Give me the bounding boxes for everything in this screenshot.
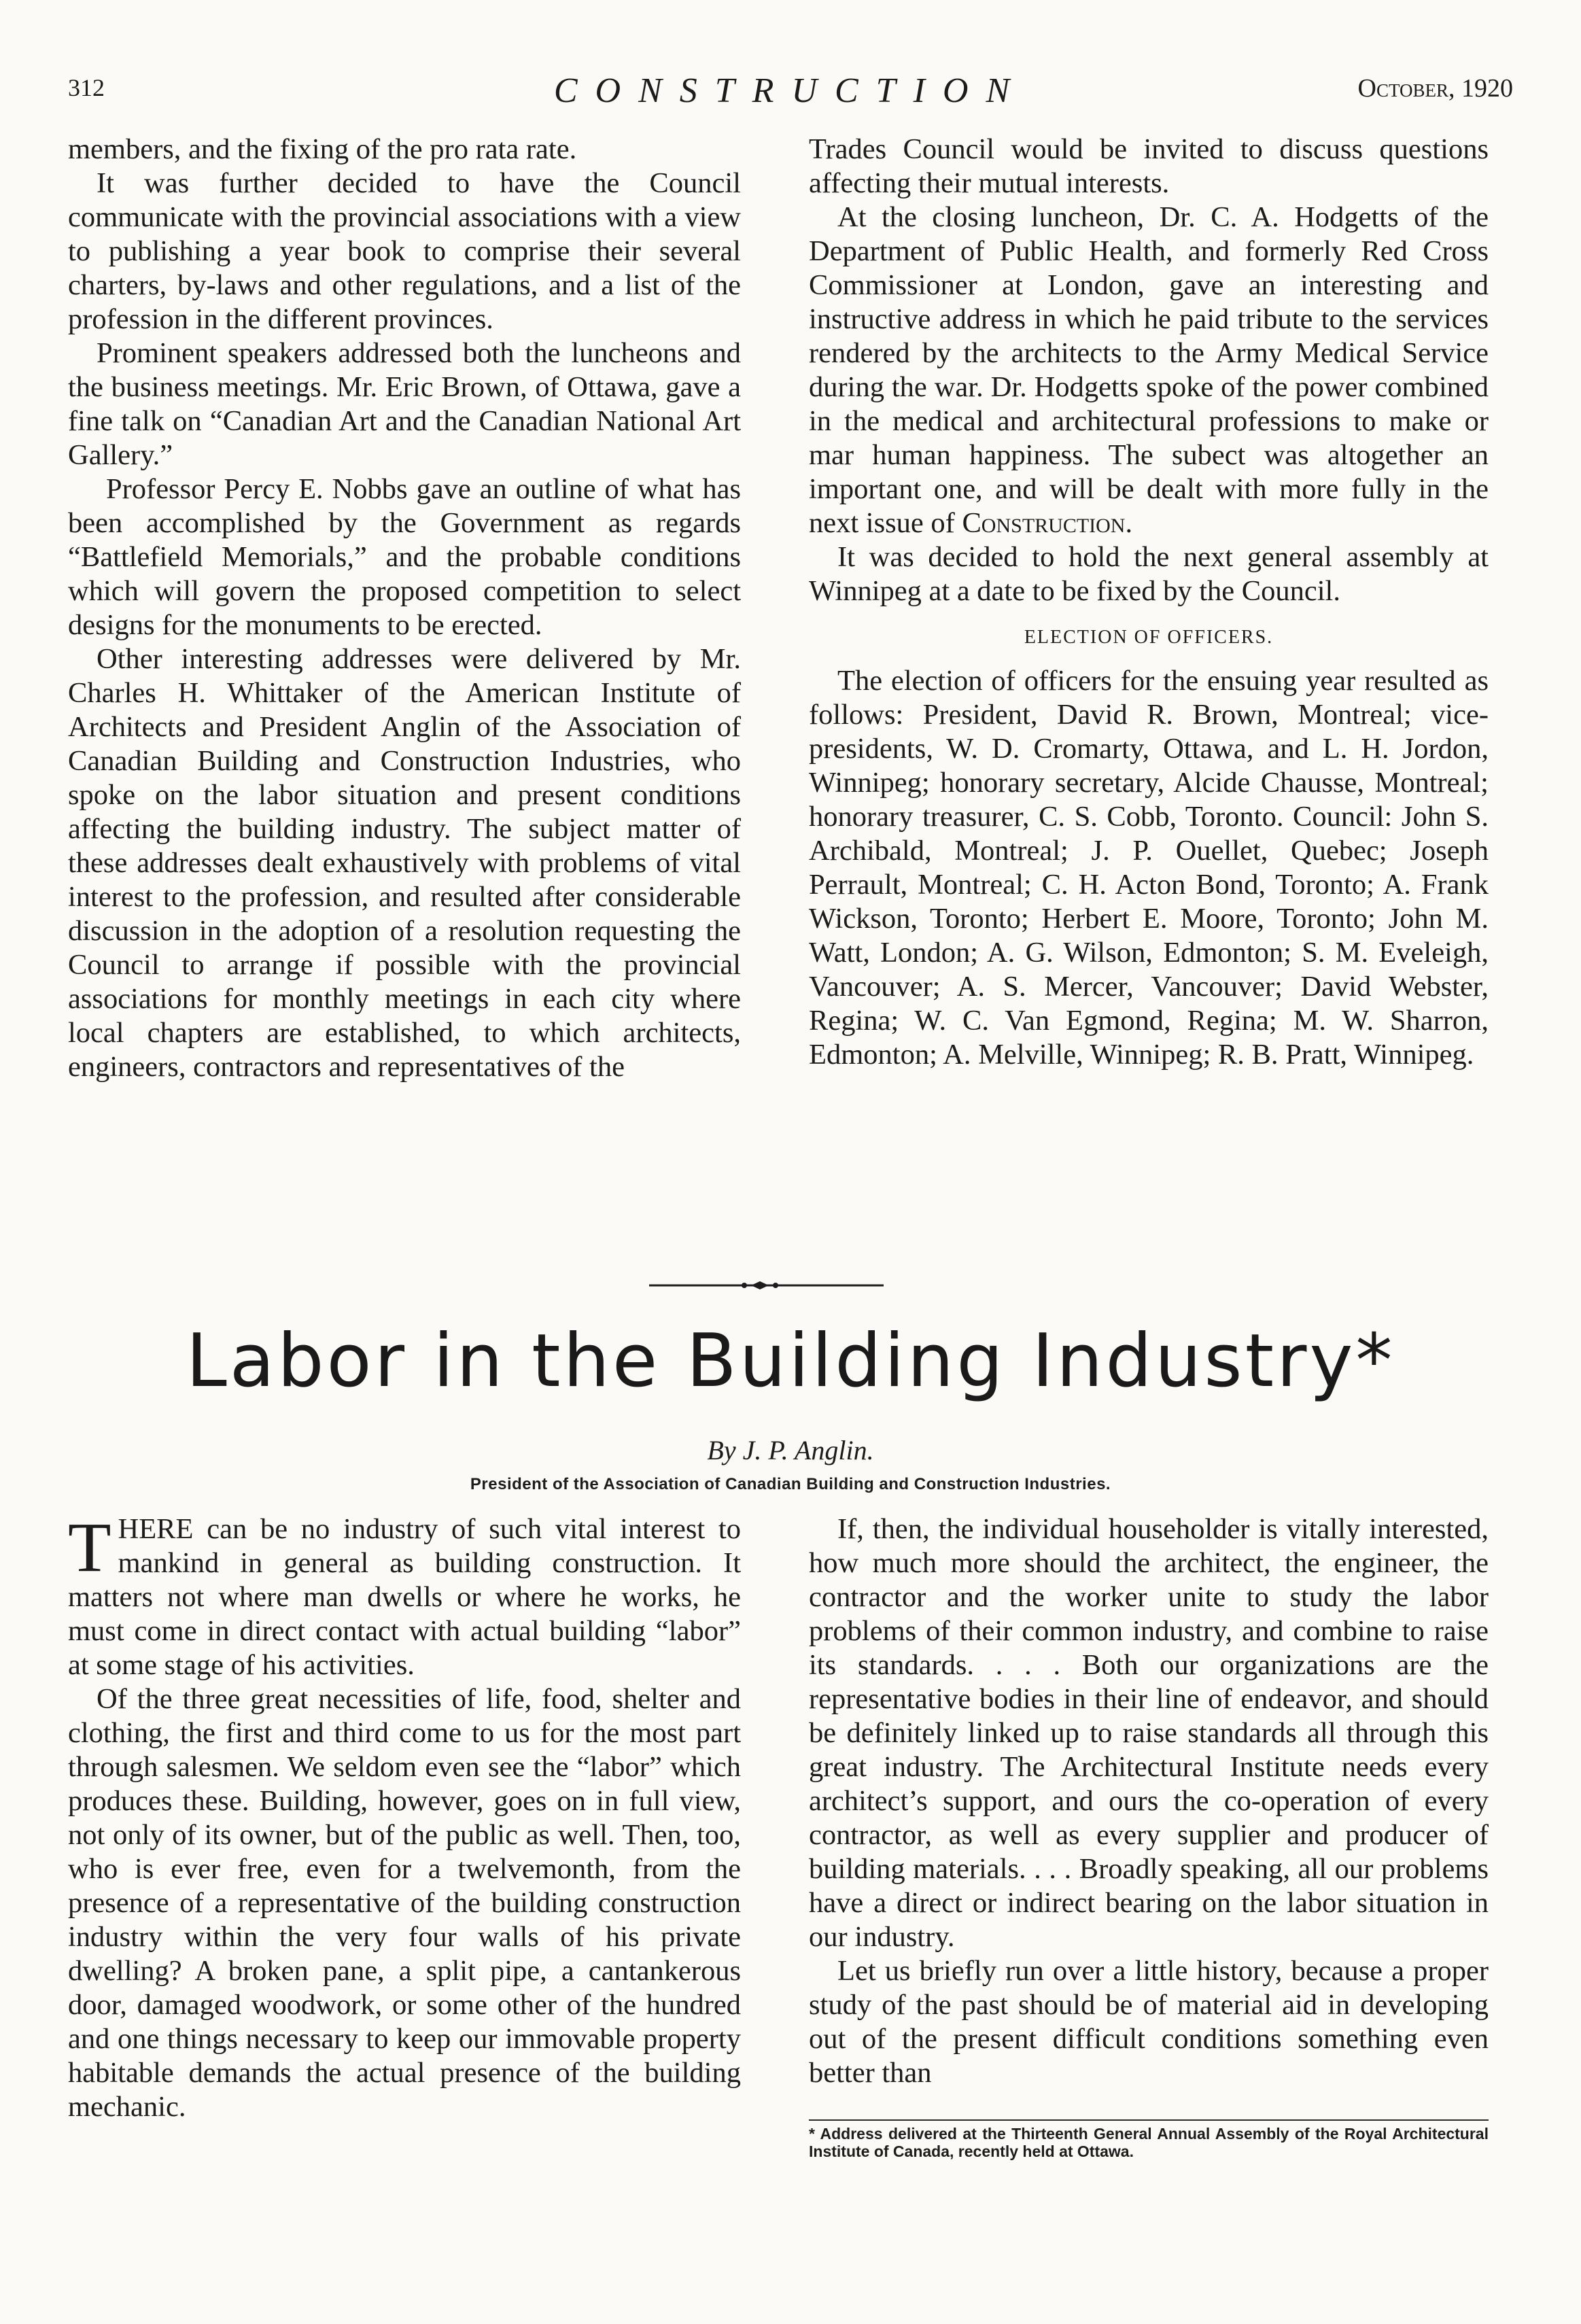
top-left-column: [68, 133, 741, 1084]
paragraph: [68, 1508, 741, 1682]
section-subhead: ELECTION OF OFFICERS.: [1024, 627, 1274, 648]
paragraph: Trades Council would be invited to discuss questions affecting their mutual interests.: [809, 133, 1489, 199]
paragraph: The election of officers for the ensuing year resulted as follows: President, David R. Brown, Montreal; vice-presidents, W. D. Cromarty, Ottawa, and L. H. Jordon, Winnipeg; honorary secretary, Alcide Chausse, Montreal; honorary treasurer, C. S. Cobb, Toronto. Council: John S. Archibald, Montreal; J. P. Ouellet, Quebec; Joseph Perrault, Montreal; C. H. Acton Bond, Toronto; A. Frank Wickson, Toronto; Herbert E. Moore, Toronto; John M. Watt, London; A. G. Wilson, Edmonton; S. M. Eveleigh, Vancouver; A. S. Mercer, Vancouver; David Webster, Regina; W. C. Van Egmond, Regina; M. W. Sharron, Edmonton; A. Melville, Winnipeg; R. B. Pratt, Winnipeg.: [809, 665, 1489, 1071]
paragraph: [809, 201, 1489, 540]
paragraph: If, then, the individual householder is vitally interested, how much more should the architect, the engineer, the contractor and the worker unite to study the labor problems of their common industry, and combine to raise its standards. . . . Both our organizations are the representative bodies in their line of endeavor, and should be definitely linked up to raise standards all through this great industry. The Architectural Institute needs every architect’s support, and ours the co-operation of every contractor, as well as every supplier and producer of building materials. . . . Broadly speaking, all our problems have a direct or indirect bearing on the labor situation in our industry.: [809, 1513, 1489, 1953]
drop-cap: T: [68, 1508, 111, 1586]
journal-title: CONSTRUCTION: [553, 71, 1028, 110]
paragraph: Professor Percy E. Nobbs gave an outline of what has been accomplished by the Government as regards “Battlefield Memorials,” and the probable conditions which will govern the proposed competition to select designs for the monuments to be erected.: [68, 473, 741, 641]
top-right-column: [809, 133, 1489, 1072]
footnote-rule: [809, 2119, 1489, 2121]
paragraph: It was further decided to have the Council communicate with the provincial associations with a view to publishing a year book to comprise their several charters, by-laws and other regulations, and a list of the profession in the different provinces.: [68, 167, 741, 335]
article-title: Labor in the Building Industry*: [186, 1319, 1395, 1404]
paragraph: Let us briefly run over a little history, because a proper study of the past should be of material aid in developing out of the present difficult conditions something even better than: [809, 1955, 1489, 2089]
page-header: [68, 67, 1513, 114]
footnote: * Address delivered at the Thirteenth General Annual Assembly of the Royal Architectural Institute of Canada, recently held at Ottawa.: [809, 2125, 1489, 2160]
paragraph: members, and the fixing of the pro rata rate.: [68, 133, 577, 165]
paragraph: It was decided to hold the next general assembly at Winnipeg at a date to be fixed by the Council.: [809, 541, 1489, 607]
page-number: 312: [68, 74, 105, 101]
paragraph: Other interesting addresses were delivered by Mr. Charles H. Whittaker of the American Institute of Architects and President Anglin of the Association of Canadian Building and Construction Industries, who spoke on the labor situation and present conditions affecting the building industry. The subject matter of these addresses dealt exhaustively with problems of vital interest to the profession, and resulted after considerable discussion in the adoption of a resolution requesting the Council to arrange if possible with the provincial associations for monthly meetings in each city where local chapters are established, to which architects, engineers, contractors and representatives of the: [68, 643, 741, 1083]
author-affiliation: President of the Association of Canadian Building and Construction Industries.: [470, 1475, 1111, 1493]
byline: By J. P. Anglin.: [707, 1435, 874, 1465]
ornament-divider: [649, 1281, 884, 1290]
issue-date: October, 1920: [1357, 74, 1513, 103]
paragraph-end: .: [1125, 507, 1133, 539]
paragraph-text: At the closing luncheon, Dr. C. A. Hodgetts of the Department of Public Health, and formerly Red Cross Commissioner at London, gave an interesting and instructive address in which he paid tribute to the services rendered by the architects to the Army Medical Service during the war. Dr. Hodgetts spoke of the power combined in the medical and architectural professions to make or mar human happiness. The subect was altogether an important one, and will be dealt with more fully in the next issue of: [809, 201, 1489, 539]
journal-reference: Construction: [962, 507, 1126, 539]
paragraph: Of the three great necessities of life, food, shelter and clothing, the first and third come to us for the most part through salesmen. We seldom even see the “labor” which produces these. Building, however, goes on in full view, not only of its owner, but of the public as well. Then, too, who is ever free, even for a twelvemonth, from the presence of a representative of the building construction industry within the very four walls of his private dwelling? A broken pane, a split pipe, a cantankerous door, damaged woodwork, or some other of the hundred and one things necessary to keep our immovable property habitable demands the actual presence of the building mechanic.: [68, 1683, 741, 2123]
article-left-column: [68, 1508, 741, 2124]
paragraph: Prominent speakers addressed both the luncheons and the business meetings. Mr. Eric Brown, of Ottawa, gave a fine talk on “Canadian Art and the Canadian National Art Gallery.”: [68, 337, 741, 471]
article-right-column: [809, 1512, 1489, 2090]
paragraph-text: HERE can be no industry of such vital interest to mankind in general as building construction. It matters not where man dwells or where he works, he must come in direct contact with actual building “labor” at some stage of his activities.: [68, 1513, 741, 1681]
